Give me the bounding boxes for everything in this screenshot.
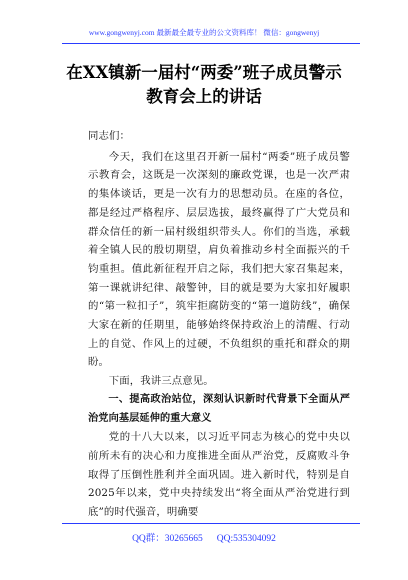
paragraph-3: 党的十八大以来，以习近平同志为核心的党中央以前所未有的决心和力度推进全面从严治党，反腐败斗争取得了压倒性胜利并全面巩固。进入新时代，特别是自2025年以来，党中央持续发出“将全面从严治党进行到底”的时代强音，明确要 — [88, 431, 350, 519]
footer-qq: QQ:535304092 — [216, 534, 276, 544]
header-divider — [62, 43, 360, 44]
greeting: 同志们： — [88, 130, 130, 142]
document-body — [88, 127, 350, 522]
page-header: www.gongwenyj.com 最新最全最专业的公文资料库！ 微信：gongwenyj — [88, 28, 320, 37]
paragraph-1: 今天，我们在这里召开新一届村“两委”班子成员警示教育会，这既是一次深刻的廉政党课，也是一次严肃的集体谈话，更是一次有力的思想动员。在座的各位，都是经过严格程序、层层选拔，最终赢得了广大党员和群众信任的新一届村级组织带头人。你们的当选，承载着全镇人民的殷切期望，肩负着推动乡村全面振兴的千钧重担。值此新征程开启之际，我们把大家召集起来，第一课就讲纪律、敲警钟，目的就是要为大家扣好履职的“第一粒扣子”，筑牢拒腐防变的“第一道防线”，确保大家在新的任期里，能够始终保持政治上的清醒、行动上的自觉、作风上的过硬，不负组织的重托和群众的期盼。 — [88, 150, 350, 369]
section-heading-1: 一、提高政治站位，深刻认识新时代背景下全面从严治党向基层延伸的重大意义 — [88, 393, 350, 424]
paragraph-2: 下面，我讲三点意见。 — [108, 375, 214, 388]
document-title — [40, 61, 368, 109]
title-line-2: 教育会上的讲话 — [146, 87, 262, 106]
footer-divider — [62, 523, 360, 524]
page-footer — [0, 530, 408, 544]
title-line-1: 在XX镇新一届村“两委”班子成员警示 — [66, 63, 342, 82]
footer-qq-group: QQ群：30265665 — [132, 534, 203, 544]
